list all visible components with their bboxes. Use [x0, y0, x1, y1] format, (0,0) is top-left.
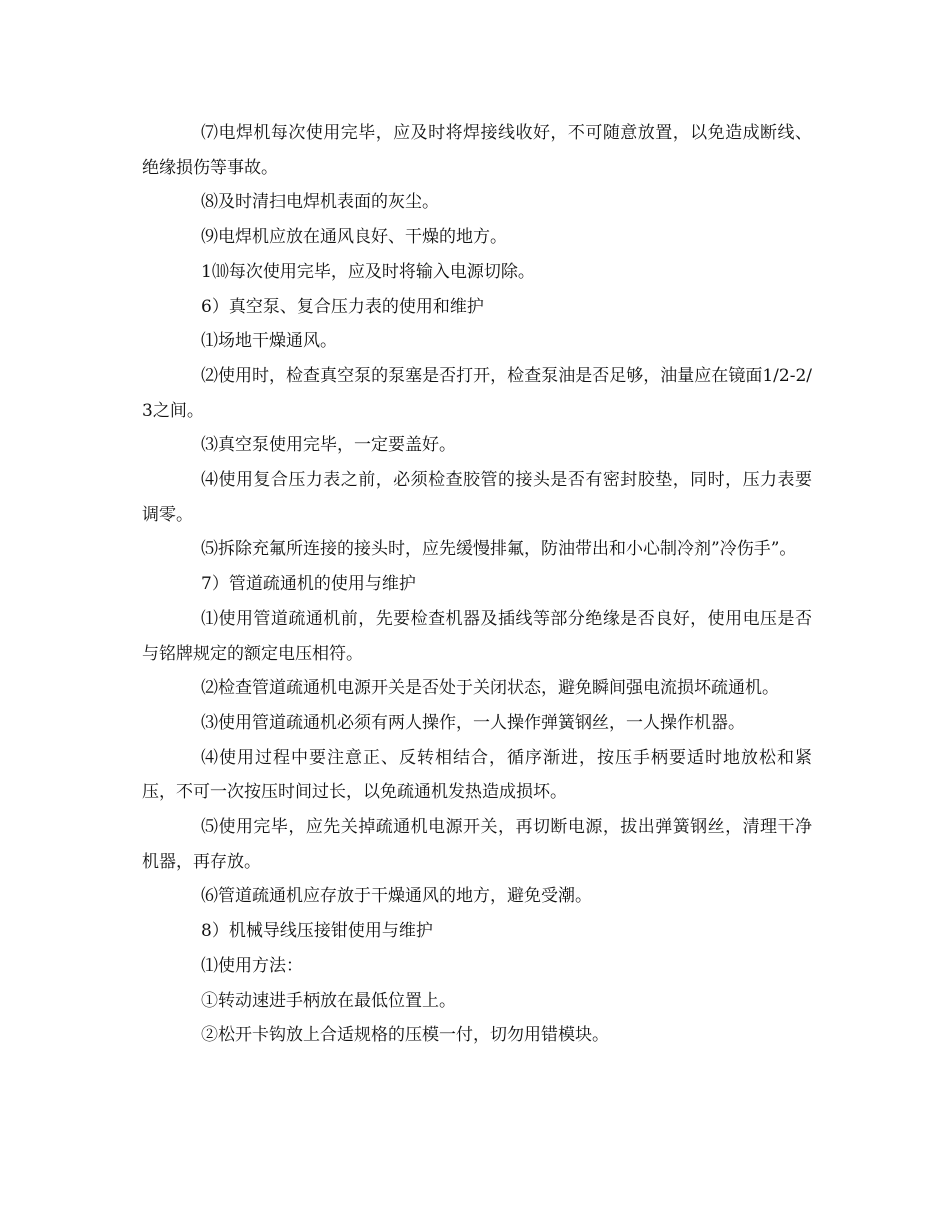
paragraph-welder-location: ⑼电焊机应放在通风良好、干燥的地方。: [201, 227, 507, 248]
paragraph-welder-dust: ⑻及时清扫电焊机表面的灰尘。: [201, 192, 439, 213]
paragraph-welder-storage: ⑺电焊机每次使用完毕，应及时将焊接线收好，不可随意放置，以免造成断线、绝缘损伤等事故。: [142, 123, 812, 178]
paragraph-crimping-step-1: ①转动速进手柄放在最低位置上。: [201, 990, 456, 1011]
paragraph-dredger-after-use: ⑸使用完毕，应先关掉疏通机电源开关，再切断电源，拔出弹簧钢丝，清理干净机器，再存放。: [142, 817, 812, 872]
paragraph-dredger-storage: ⑹管道疏通机应存放于干燥通风的地方，避免受潮。: [201, 886, 592, 907]
section-heading-pipe-dredger: 7）管道疏通机的使用与维护: [201, 574, 416, 595]
paragraph-vacuum-ventilation: ⑴场地干燥通风。: [201, 331, 337, 352]
document-body: [142, 116, 812, 1053]
paragraph-crimping-method: ⑴使用方法：: [201, 955, 303, 976]
paragraph-welder-power-off: 1⑽每次使用完毕，应及时将输入电源切除。: [201, 261, 535, 282]
paragraph-vacuum-oil-check: ⑵使用时，检查真空泵的泵塞是否打开，检查泵油是否足够，油量应在镜面1/2-2/3之间。: [142, 365, 812, 421]
paragraph-dredger-two-operators: ⑶使用管道疏通机必须有两人操作，一人操作弹簧钢丝，一人操作机器。: [201, 712, 745, 733]
paragraph-gauge-check: ⑷使用复合压力表之前，必须检查胶管的接头是否有密封胶垫，同时，压力表要调零。: [142, 470, 812, 525]
paragraph-dredger-switch: ⑵检查管道疏通机电源开关是否处于关闭状态，避免瞬间强电流损坏疏通机。: [201, 678, 779, 699]
paragraph-dredger-insulation: ⑴使用管道疏通机前，先要检查机器及插线等部分绝缘是否良好，使用电压是否与铭牌规定的额定电压相符。: [142, 608, 812, 664]
section-heading-vacuum-pump: 6）真空泵、复合压力表的使用和维护: [201, 296, 484, 317]
section-heading-crimping-tool: 8）机械导线压接钳使用与维护: [201, 921, 433, 942]
paragraph-crimping-step-2: ②松开卡钩放上合适规格的压模一付，切勿用错模块。: [201, 1025, 609, 1046]
paragraph-vacuum-cover: ⑶真空泵使用完毕，一定要盖好。: [201, 435, 456, 456]
paragraph-gauge-disconnect: ⑸拆除充氟所连接的接头时，应先缓慢排氟，防油带出和小心制冷剂”冷伤手”。: [201, 539, 797, 560]
paragraph-dredger-operation: ⑷使用过程中要注意正、反转相结合，循序渐进，按压手柄要适时地放松和紧压，不可一次按压时间过长，以免疏通机发热造成损坏。: [142, 747, 812, 803]
